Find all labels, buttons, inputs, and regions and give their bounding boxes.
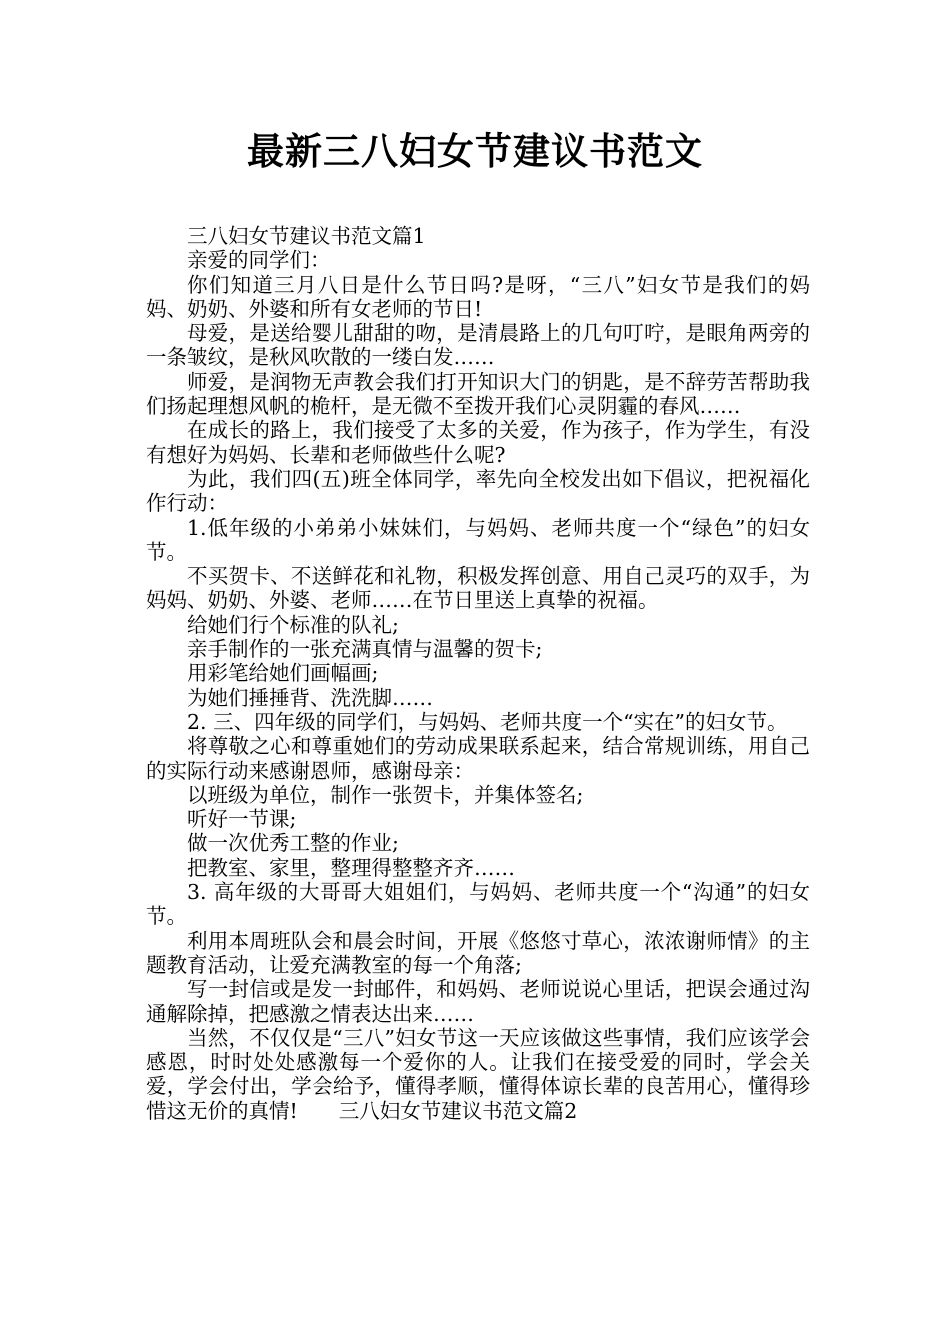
list-heading: 3. 高年级的大哥哥大姐姐们，与妈妈、老师共度一个“沟通”的妇女节。 — [146, 880, 810, 929]
section-heading: 三八妇女节建议书范文篇1 — [187, 224, 426, 248]
list-item: 亲手制作的一张充满真情与温馨的贺卡; — [187, 637, 543, 662]
paragraph: 师爱，是润物无声教会我们打开知识大门的钥匙，是不辞劳苦帮助我们扬起理想风帆的桅杆，是无微不至拨开我们心灵阴霾的春风…… — [146, 369, 810, 419]
list-item: 为她们捶捶背、洗洗脚…… — [187, 685, 433, 710]
salutation: 亲爱的同学们： — [187, 248, 331, 273]
paragraph: 写一封信或是发一封邮件，和妈妈、老师说说心里话，把误会通过沟通解除掉，把感激之情表达出来…… — [146, 977, 810, 1026]
paragraph: 利用本周班队会和晨会时间，开展《悠悠寸草心，浓浓谢师情》的主题教育活动，让爱充满教室的每一个角落; — [146, 928, 810, 977]
list-heading: 1.低年级的小弟弟小妹妹们，与妈妈、老师共度一个“绿色”的妇女节。 — [146, 515, 810, 564]
paragraph: 母爱，是送给婴儿甜甜的吻，是清晨路上的几句叮咛，是眼角两旁的一条皱纹，是秋风吹散的一缕白发…… — [146, 321, 810, 370]
list-item: 听好一节课; — [187, 807, 297, 832]
paragraph: 在成长的路上，我们接受了太多的关爱，作为孩子，作为学生，有没有想好为妈妈、长辈和老师做些什么呢? — [146, 418, 810, 467]
list-item: 用彩笔给她们画幅画; — [187, 661, 379, 686]
paragraph: 为此，我们四(五)班全体同学，率先向全校发出如下倡议，把祝福化作行动： — [146, 466, 810, 516]
paragraph: 当然，不仅仅是“三八”妇女节这一天应该做这些事情，我们应该学会感恩，时时处处感激每一个爱你的人。让我们在接受爱的同时，学会关爱，学会付出，学会给予，懂得孝顺，懂得体谅长辈的良苦用心，懂得珍惜这无价的真情! 三八妇女节建议书范文篇2 — [146, 1025, 810, 1123]
paragraph: 不买贺卡、不送鲜花和礼物，积极发挥创意、用自己灵巧的双手，为妈妈、奶奶、外婆、老师……在节日里送上真挚的祝福。 — [146, 564, 810, 613]
paragraph: 将尊敬之心和尊重她们的劳动成果联系起来，结合常规训练，用自己的实际行动来感谢恩师，感谢母亲： — [146, 734, 810, 783]
list-item: 把教室、家里，整理得整整齐齐…… — [187, 855, 515, 880]
document-body — [146, 224, 810, 1123]
list-item: 以班级为单位，制作一张贺卡，并集体签名; — [187, 782, 584, 807]
paragraph: 你们知道三月八日是什么节日吗?是呀，“三八”妇女节是我们的妈妈、奶奶、外婆和所有女老师的节日! — [146, 272, 810, 321]
list-item: 做一次优秀工整的作业; — [187, 831, 399, 856]
list-heading: 2. 三、四年级的同学们，与妈妈、老师共度一个“实在”的妇女节。 — [187, 709, 788, 734]
document-title: 最新三八妇女节建议书范文 — [247, 130, 703, 173]
list-item: 给她们行个标准的队礼; — [187, 612, 399, 637]
